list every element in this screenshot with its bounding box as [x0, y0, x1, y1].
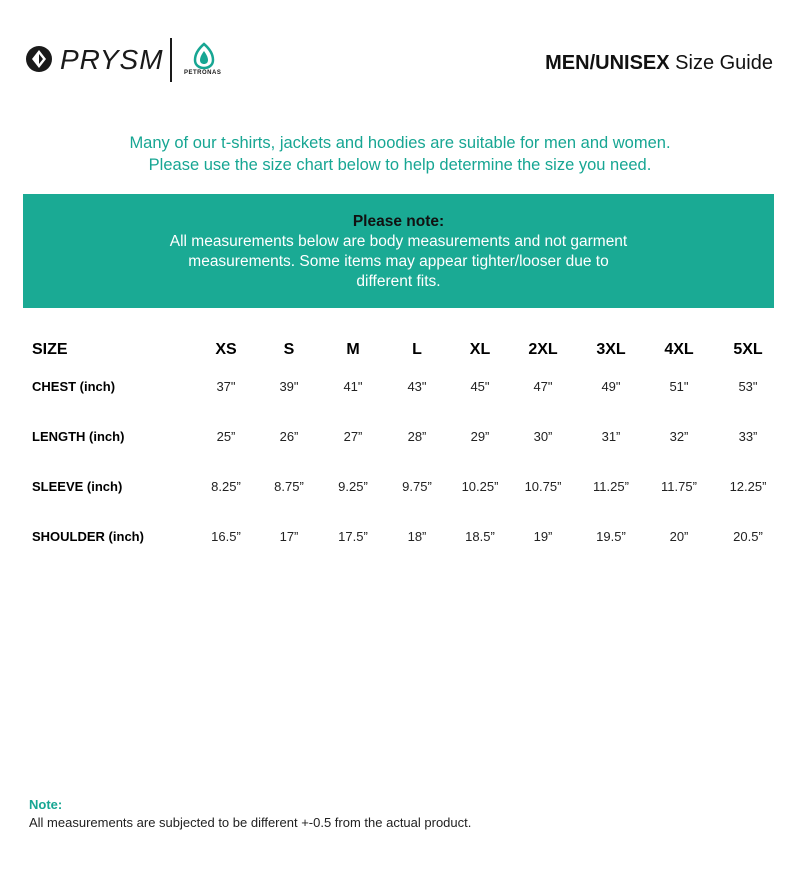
prysm-logo-icon — [24, 44, 54, 74]
size-header-cell: XS — [215, 341, 237, 358]
brand-name: PRYSM — [60, 44, 164, 75]
table-cell: 37" — [216, 379, 236, 394]
note-box — [23, 194, 774, 308]
footer-note-label: Note: — [29, 797, 63, 812]
row-label: CHEST (inch) — [32, 379, 116, 394]
row-label: SLEEVE (inch) — [32, 479, 123, 494]
size-header-cell: 4XL — [664, 341, 694, 358]
table-row — [0, 372, 800, 402]
table-cell: 9.75” — [402, 479, 432, 494]
title-rest: Size Guide — [669, 52, 773, 74]
partner-name: PETRONAS — [184, 70, 222, 76]
table-cell: 16.5” — [211, 529, 241, 544]
table-cell: 27” — [343, 429, 363, 444]
table-cell: 17” — [279, 529, 299, 544]
row-label: LENGTH (inch) — [32, 429, 125, 444]
table-cell: 18” — [407, 529, 427, 544]
table-cell: 53" — [738, 379, 758, 394]
logo-divider — [170, 38, 172, 82]
table-cell: 12.25” — [729, 479, 767, 494]
table-cell: 29” — [470, 429, 490, 444]
size-header-cell: M — [346, 341, 360, 358]
intro-line: Many of our t-shirts, jackets and hoodies are suitable for men and women. — [129, 134, 671, 152]
table-cell: 19.5” — [596, 529, 626, 544]
title-bold: MEN/UNISEX — [545, 52, 670, 74]
page-title — [545, 50, 773, 76]
table-cell: 30” — [533, 429, 553, 444]
table-cell: 32” — [669, 429, 689, 444]
size-header-cell: L — [412, 341, 422, 358]
size-header-cell: XL — [469, 341, 491, 358]
note-line: All measurements below are body measurements and not garment — [169, 233, 628, 250]
table-cell: 18.5” — [465, 529, 495, 544]
size-header-cell: 5XL — [733, 341, 763, 358]
table-row — [0, 472, 800, 502]
table-cell: 9.25” — [338, 479, 368, 494]
size-header-cell: 2XL — [528, 341, 558, 358]
table-cell: 11.25” — [593, 479, 629, 494]
note-heading: Please note: — [352, 213, 445, 230]
table-cell: 20.5” — [733, 529, 763, 544]
table-cell: 49" — [601, 379, 621, 394]
table-cell: 47" — [533, 379, 553, 394]
table-cell: 41" — [343, 379, 363, 394]
table-row — [0, 522, 800, 552]
table-row — [0, 422, 800, 452]
table-cell: 28” — [407, 429, 427, 444]
table-cell: 8.75” — [274, 479, 304, 494]
table-cell: 10.75” — [524, 479, 562, 494]
table-cell: 25” — [216, 429, 236, 444]
note-line: measurements. Some items may appear tighter/looser due to — [188, 253, 609, 270]
petronas-logo-icon — [191, 42, 217, 70]
page-header — [0, 0, 800, 110]
table-header-row — [0, 335, 800, 365]
intro-text — [0, 132, 800, 176]
footer-note-text: All measurements are subjected to be different +-0.5 from the actual product. — [29, 815, 472, 830]
table-cell: 31” — [601, 429, 621, 444]
intro-line: Please use the size chart below to help determine the size you need. — [148, 156, 652, 174]
table-cell: 17.5” — [338, 529, 368, 544]
size-header-cell: 3XL — [596, 341, 626, 358]
table-cell: 19” — [533, 529, 553, 544]
table-cell: 20” — [669, 529, 689, 544]
table-cell: 26” — [279, 429, 299, 444]
table-cell: 8.25” — [211, 479, 241, 494]
table-cell: 33” — [738, 429, 758, 444]
size-header-cell: S — [283, 341, 295, 358]
row-label: SHOULDER (inch) — [32, 529, 144, 544]
table-cell: 39" — [279, 379, 299, 394]
table-cell: 10.25” — [461, 479, 499, 494]
table-cell: 43" — [407, 379, 427, 394]
note-line: different fits. — [356, 273, 441, 290]
size-header-label: SIZE — [32, 341, 68, 358]
table-cell: 45" — [470, 379, 490, 394]
table-cell: 51" — [669, 379, 689, 394]
table-cell: 11.75” — [661, 479, 697, 494]
